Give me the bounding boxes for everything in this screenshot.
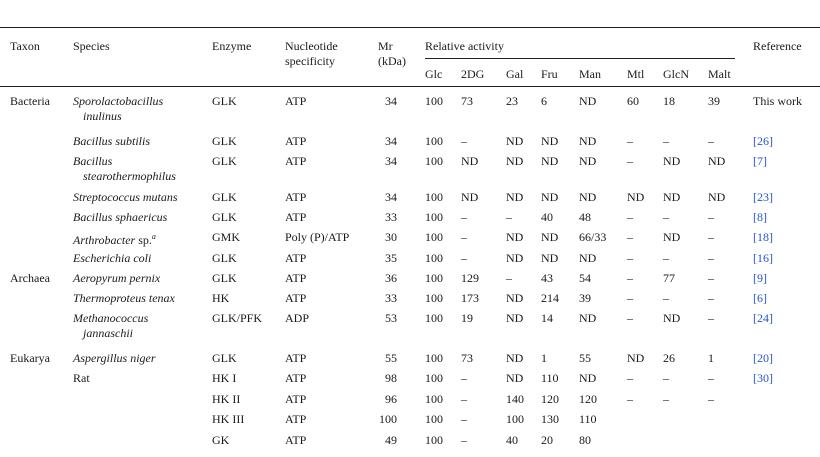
enzyme-cell: GLK bbox=[212, 251, 237, 265]
enzyme-cell: GMK bbox=[212, 230, 241, 244]
enzyme-cell: GLK bbox=[212, 94, 237, 108]
activity-cell: – bbox=[627, 392, 633, 406]
relative-activity-rule bbox=[425, 58, 735, 59]
enzyme-cell: GLK bbox=[212, 351, 237, 365]
activity-cell: 73 bbox=[461, 94, 473, 108]
activity-cell: 100 bbox=[425, 371, 443, 385]
mr-cell: 53 bbox=[385, 311, 397, 325]
enzyme-cell: HK bbox=[212, 291, 230, 305]
activity-cell: 100 bbox=[506, 412, 524, 426]
nucleotide-cell: ATP bbox=[285, 351, 307, 365]
activity-cell: ND bbox=[541, 251, 559, 265]
activity-cell: ND bbox=[506, 311, 524, 325]
reference-cell[interactable]: [20] bbox=[753, 351, 773, 365]
nucleotide-cell: ATP bbox=[285, 134, 307, 148]
species-suffix: sp. bbox=[135, 233, 152, 247]
activity-cell: 100 bbox=[425, 94, 443, 108]
activity-cell: – bbox=[708, 210, 714, 224]
activity-cell: ND bbox=[506, 371, 524, 385]
activity-cell: ND bbox=[541, 230, 559, 244]
mr-cell: 33 bbox=[385, 210, 397, 224]
activity-cell: – bbox=[663, 251, 669, 265]
species-name: stearothermophilus bbox=[83, 169, 176, 183]
activity-cell: 20 bbox=[541, 433, 553, 447]
reference-cell[interactable]: [7] bbox=[753, 154, 767, 168]
activity-cell: 43 bbox=[541, 271, 553, 285]
activity-cell: 39 bbox=[708, 94, 720, 108]
enzyme-cell: GLK bbox=[212, 210, 237, 224]
activity-cell: 80 bbox=[579, 433, 591, 447]
header-substrate-gal: Gal bbox=[506, 67, 524, 81]
mr-cell: 98 bbox=[385, 371, 397, 385]
nucleotide-cell: ATP bbox=[285, 154, 307, 168]
activity-cell: ND bbox=[663, 190, 681, 204]
taxon-label: Bacteria bbox=[10, 94, 50, 108]
activity-cell: 66/33 bbox=[579, 230, 607, 244]
species-name: Methanococcus bbox=[73, 311, 149, 325]
activity-cell: 173 bbox=[461, 291, 479, 305]
mr-cell: 55 bbox=[385, 351, 397, 365]
activity-cell: 1 bbox=[708, 351, 714, 365]
activity-cell: 40 bbox=[506, 433, 518, 447]
activity-cell: 100 bbox=[425, 351, 443, 365]
nucleotide-cell: ATP bbox=[285, 210, 307, 224]
activity-cell: 100 bbox=[425, 251, 443, 265]
species-name: Thermoproteus tenax bbox=[73, 291, 175, 305]
enzyme-cell: GLK bbox=[212, 190, 237, 204]
activity-cell: 19 bbox=[461, 311, 473, 325]
nucleotide-cell: ATP bbox=[285, 371, 307, 385]
header-reference: Reference bbox=[753, 39, 802, 53]
activity-cell: – bbox=[627, 311, 633, 325]
activity-cell: ND bbox=[541, 134, 559, 148]
activity-cell: ND bbox=[506, 154, 524, 168]
activity-cell: – bbox=[461, 251, 467, 265]
activity-cell: – bbox=[663, 371, 669, 385]
activity-cell: 140 bbox=[506, 392, 524, 406]
activity-cell: 48 bbox=[579, 210, 591, 224]
activity-cell: ND bbox=[579, 154, 597, 168]
activity-cell: 55 bbox=[579, 351, 591, 365]
activity-cell: 100 bbox=[425, 433, 443, 447]
activity-cell: ND bbox=[627, 190, 645, 204]
activity-cell: – bbox=[461, 412, 467, 426]
activity-cell: ND bbox=[506, 291, 524, 305]
activity-cell: ND bbox=[541, 190, 559, 204]
activity-cell: ND bbox=[708, 190, 726, 204]
activity-cell: 120 bbox=[579, 392, 597, 406]
activity-cell: – bbox=[663, 134, 669, 148]
species-name: Escherichia coli bbox=[73, 251, 152, 265]
reference-cell[interactable]: [16] bbox=[753, 251, 773, 265]
species-name: Bacillus subtilis bbox=[73, 134, 151, 148]
header-nucleotide-line1: Nucleotide bbox=[285, 39, 338, 53]
activity-cell: – bbox=[461, 210, 467, 224]
reference-cell[interactable]: [18] bbox=[753, 230, 773, 244]
species-name: Bacillus bbox=[73, 154, 113, 168]
activity-cell: – bbox=[663, 210, 669, 224]
activity-cell: – bbox=[461, 433, 467, 447]
activity-cell: ND bbox=[663, 311, 681, 325]
activity-cell: ND bbox=[506, 230, 524, 244]
activity-cell: – bbox=[461, 230, 467, 244]
header-bottom-rule bbox=[0, 86, 820, 87]
species-name: Sporolactobacillus bbox=[73, 94, 164, 108]
activity-cell: 1 bbox=[541, 351, 547, 365]
activity-cell: ND bbox=[506, 351, 524, 365]
enzyme-cell: GLK/PFK bbox=[212, 311, 263, 325]
mr-cell: 36 bbox=[385, 271, 397, 285]
activity-cell: 100 bbox=[425, 210, 443, 224]
activity-cell: ND bbox=[541, 154, 559, 168]
header-nucleotide-line2: specificity bbox=[285, 54, 335, 68]
activity-cell: – bbox=[708, 230, 714, 244]
activity-cell: – bbox=[506, 271, 512, 285]
enzyme-cell: GK bbox=[212, 433, 230, 447]
activity-cell: – bbox=[627, 371, 633, 385]
activity-cell: 26 bbox=[663, 351, 675, 365]
enzyme-cell: GLK bbox=[212, 271, 237, 285]
nucleotide-cell: ATP bbox=[285, 94, 307, 108]
nucleotide-cell: ATP bbox=[285, 433, 307, 447]
header-substrate-malt: Malt bbox=[708, 67, 731, 81]
header-mr-line2: (kDa) bbox=[378, 54, 406, 68]
activity-cell: – bbox=[627, 251, 633, 265]
activity-cell: ND bbox=[579, 251, 597, 265]
header-taxon: Taxon bbox=[10, 39, 40, 53]
activity-cell: ND bbox=[506, 190, 524, 204]
activity-cell: – bbox=[461, 371, 467, 385]
activity-cell: ND bbox=[708, 154, 726, 168]
header-substrate-glc: Glc bbox=[425, 67, 443, 81]
species-name: Bacillus sphaericus bbox=[73, 210, 168, 224]
header-enzyme: Enzyme bbox=[212, 39, 252, 53]
activity-cell: – bbox=[663, 392, 669, 406]
activity-cell: 110 bbox=[579, 412, 597, 426]
species-name: inulinus bbox=[83, 109, 122, 123]
activity-cell: 54 bbox=[579, 271, 591, 285]
activity-cell: – bbox=[461, 134, 467, 148]
taxon-label: Archaea bbox=[10, 271, 50, 285]
activity-cell: 100 bbox=[425, 134, 443, 148]
nucleotide-cell: ATP bbox=[285, 190, 307, 204]
activity-cell: 214 bbox=[541, 291, 559, 305]
activity-cell: 23 bbox=[506, 94, 518, 108]
reference-cell[interactable]: [26] bbox=[753, 134, 773, 148]
activity-cell: 40 bbox=[541, 210, 553, 224]
nucleotide-cell: Poly (P)/ATP bbox=[285, 230, 350, 244]
activity-cell: – bbox=[708, 371, 714, 385]
activity-cell: 130 bbox=[541, 412, 559, 426]
activity-cell: ND bbox=[506, 251, 524, 265]
activity-cell: 120 bbox=[541, 392, 559, 406]
activity-cell: 100 bbox=[425, 190, 443, 204]
mr-cell: 34 bbox=[385, 154, 397, 168]
activity-cell: 110 bbox=[541, 371, 559, 385]
activity-cell: – bbox=[708, 271, 714, 285]
activity-cell: – bbox=[627, 230, 633, 244]
activity-cell: 39 bbox=[579, 291, 591, 305]
mr-cell: 34 bbox=[385, 190, 397, 204]
mr-cell: 49 bbox=[385, 433, 397, 447]
nucleotide-cell: ATP bbox=[285, 291, 307, 305]
nucleotide-cell: ATP bbox=[285, 251, 307, 265]
mr-cell: 96 bbox=[385, 392, 397, 406]
header-substrate-fru: Fru bbox=[541, 67, 558, 81]
mr-cell: 34 bbox=[385, 134, 397, 148]
activity-cell: – bbox=[708, 251, 714, 265]
species-name: Aeropyrum pernix bbox=[73, 271, 161, 285]
reference-cell: This work bbox=[753, 94, 802, 108]
activity-cell: ND bbox=[663, 230, 681, 244]
enzyme-cell: GLK bbox=[212, 134, 237, 148]
mr-cell: 35 bbox=[385, 251, 397, 265]
species-name: jannaschii bbox=[83, 326, 133, 340]
top-rule bbox=[0, 27, 820, 28]
reference-cell[interactable]: [9] bbox=[753, 271, 767, 285]
reference-cell[interactable]: [30] bbox=[753, 371, 773, 385]
activity-cell: – bbox=[627, 134, 633, 148]
activity-cell: 100 bbox=[425, 412, 443, 426]
species-name: Aspergillus niger bbox=[73, 351, 156, 365]
activity-cell: ND bbox=[579, 190, 597, 204]
reference-cell[interactable]: [6] bbox=[753, 291, 767, 305]
enzyme-cell: HK II bbox=[212, 392, 241, 406]
activity-cell: 129 bbox=[461, 271, 479, 285]
species-name: Arthrobacter sp.$^a$ bbox=[73, 232, 156, 247]
enzyme-cell: GLK bbox=[212, 154, 237, 168]
header-mr-line1: Mr bbox=[378, 39, 393, 53]
activity-cell: 100 bbox=[425, 392, 443, 406]
activity-cell: – bbox=[627, 154, 633, 168]
header-species: Species bbox=[73, 39, 110, 53]
nucleotide-cell: ATP bbox=[285, 412, 307, 426]
activity-cell: ND bbox=[663, 154, 681, 168]
activity-cell: ND bbox=[506, 134, 524, 148]
header-substrate-man: Man bbox=[579, 67, 601, 81]
header-substrate-mtl: Mtl bbox=[627, 67, 645, 81]
nucleotide-cell: ADP bbox=[285, 311, 310, 325]
activity-cell: 100 bbox=[425, 291, 443, 305]
mr-cell: 33 bbox=[385, 291, 397, 305]
activity-cell: – bbox=[708, 291, 714, 305]
activity-cell: ND bbox=[579, 311, 597, 325]
activity-cell: – bbox=[627, 210, 633, 224]
activity-cell: 100 bbox=[425, 230, 443, 244]
activity-cell: – bbox=[663, 291, 669, 305]
mr-cell: 100 bbox=[379, 412, 397, 426]
activity-cell: – bbox=[627, 271, 633, 285]
activity-cell: 6 bbox=[541, 94, 547, 108]
activity-cell: – bbox=[708, 134, 714, 148]
mr-cell: 30 bbox=[385, 230, 397, 244]
activity-cell: ND bbox=[579, 134, 597, 148]
enzyme-cell: HK I bbox=[212, 371, 237, 385]
activity-cell: – bbox=[708, 392, 714, 406]
activity-cell: 14 bbox=[541, 311, 553, 325]
header-substrate-glcn: GlcN bbox=[663, 67, 689, 81]
enzyme-cell: HK III bbox=[212, 412, 245, 426]
header-substrate-2dg: 2DG bbox=[461, 67, 485, 81]
reference-cell[interactable]: [23] bbox=[753, 190, 773, 204]
nucleotide-cell: ATP bbox=[285, 392, 307, 406]
activity-cell: 100 bbox=[425, 154, 443, 168]
taxon-label: Eukarya bbox=[10, 351, 50, 365]
mr-cell: 34 bbox=[385, 94, 397, 108]
header-relative-activity: Relative activity bbox=[425, 39, 504, 53]
activity-cell: – bbox=[627, 291, 633, 305]
activity-cell: ND bbox=[461, 154, 479, 168]
activity-cell: 100 bbox=[425, 311, 443, 325]
footnote-marker: a bbox=[151, 232, 156, 241]
activity-cell: – bbox=[708, 311, 714, 325]
activity-cell: ND bbox=[579, 371, 597, 385]
nucleotide-cell: ATP bbox=[285, 271, 307, 285]
activity-cell: ND bbox=[579, 94, 597, 108]
species-name: Rat bbox=[73, 371, 90, 385]
activity-cell: 73 bbox=[461, 351, 473, 365]
species-name: Streptococcus mutans bbox=[73, 190, 178, 204]
activity-cell: – bbox=[461, 392, 467, 406]
activity-cell: ND bbox=[627, 351, 645, 365]
reference-cell[interactable]: [24] bbox=[753, 311, 773, 325]
activity-cell: ND bbox=[461, 190, 479, 204]
activity-cell: 77 bbox=[663, 271, 675, 285]
activity-cell: – bbox=[506, 210, 512, 224]
activity-cell: 60 bbox=[627, 94, 639, 108]
activity-cell: 100 bbox=[425, 271, 443, 285]
reference-cell[interactable]: [8] bbox=[753, 210, 767, 224]
activity-cell: 18 bbox=[663, 94, 675, 108]
